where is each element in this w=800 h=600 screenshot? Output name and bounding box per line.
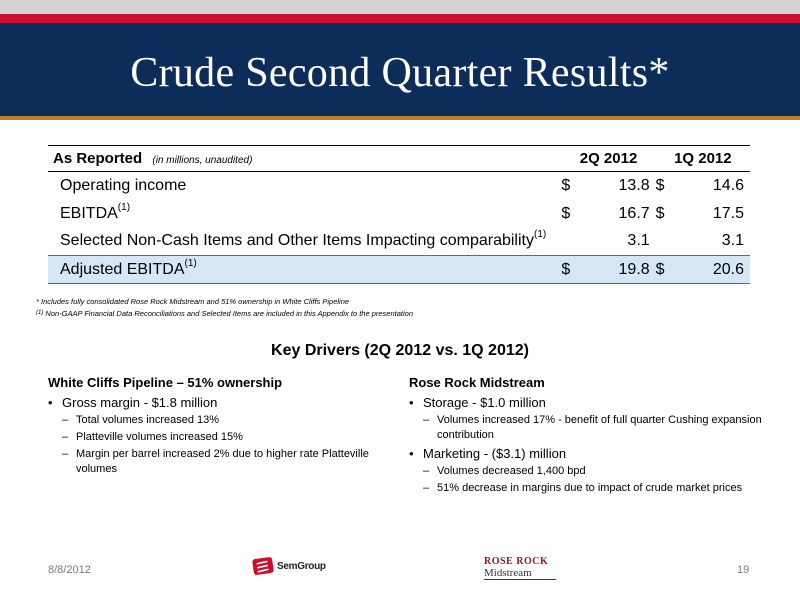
list-item-text: Platteville volumes increased 15% (76, 431, 243, 443)
top-gray-stripe (0, 0, 800, 14)
table-header-units: (in millions, unaudited) (152, 155, 253, 166)
bullet-icon: • (48, 395, 53, 410)
dash-icon: – (423, 414, 430, 426)
bullet-text: Storage - $1.0 million (423, 395, 546, 410)
footnote-2-text: Non-GAAP Financial Data Reconciliations and Selected Items are included in this Appendix to the presentation (43, 309, 413, 318)
title-rule (0, 116, 800, 120)
table-header-row (48, 146, 750, 172)
bullet-text: Marketing - ($3.1) million (423, 446, 567, 461)
bullet-item (409, 445, 769, 462)
key-drivers-title: Key Drivers (2Q 2012 vs. 1Q 2012) (271, 342, 529, 359)
title-band (0, 23, 800, 116)
top-red-stripe (0, 14, 800, 23)
rose-rock-wordmark-top: ROSE ROCK (484, 556, 549, 567)
row-label-selected-items (48, 228, 561, 256)
list-item (62, 413, 378, 428)
currency-symbol: $ (561, 204, 571, 222)
column-header-1q: 1Q 2012 (656, 146, 750, 172)
list-item-text: Volumes increased 17% - benefit of full quarter Cushing expansion contribution (437, 414, 762, 441)
bullet-text: Gross margin - $1.8 million (62, 395, 218, 410)
footer-date: 8/8/2012 (48, 564, 91, 576)
dash-icon: – (62, 448, 69, 460)
column-header-2q: 2Q 2012 (561, 146, 655, 172)
dash-icon: – (62, 414, 69, 426)
currency-symbol: $ (561, 256, 592, 284)
list-item-text: Volumes decreased 1,400 bpd (437, 465, 586, 477)
bullet-item (48, 394, 378, 411)
white-cliffs-column (48, 374, 378, 479)
list-item (423, 464, 769, 479)
footnote-2 (36, 308, 556, 320)
currency-symbol: $ (655, 176, 665, 194)
dash-icon: – (423, 465, 430, 477)
bullet-item (409, 394, 769, 411)
list-item (62, 447, 378, 477)
footnote-marker: (1) (533, 229, 547, 241)
footnote-marker: (1) (117, 201, 131, 213)
bullet-icon: • (409, 446, 414, 461)
semgroup-logo (252, 555, 326, 577)
row-label-ebitda (48, 200, 561, 228)
value-1q: 3.1 (721, 232, 744, 250)
sub-list (423, 464, 769, 496)
currency-symbol (561, 228, 592, 256)
table-header-label: As Reported (53, 150, 143, 167)
value-2q: 13.8 (618, 176, 650, 194)
dash-icon: – (423, 482, 430, 494)
list-item (423, 481, 769, 496)
sub-list (62, 413, 378, 477)
table-header-label-cell (48, 146, 561, 172)
slide-title: Crude Second Quarter Results* (130, 49, 670, 96)
table-row-adjusted-ebitda (48, 256, 750, 284)
currency-symbol (656, 228, 687, 256)
list-item (62, 430, 378, 445)
rose-rock-logo (484, 557, 556, 580)
list-item-text: Margin per barrel increased 2% due to higher rate Platteville volumes (76, 448, 369, 475)
value-2q: 3.1 (627, 232, 650, 250)
table-row (48, 200, 750, 228)
value-1q: 14.6 (712, 176, 744, 194)
table-row (48, 228, 750, 256)
rose-rock-column (409, 374, 769, 498)
value-2q: 19.8 (593, 256, 656, 284)
row-label-text: Operating income (60, 176, 187, 194)
footnote-1: * Includes fully consolidated Rose Rock Midstream and 51% ownership in White Cliffs Pipeline (36, 297, 350, 306)
row-label-text: Adjusted EBITDA (60, 260, 185, 278)
page-number: 19 (737, 564, 750, 576)
currency-symbol: $ (655, 204, 665, 222)
list-item (423, 413, 769, 443)
footnote-marker: (1) (184, 257, 197, 269)
sub-list (423, 413, 769, 443)
table-row (48, 172, 750, 200)
value-2q: 16.7 (618, 204, 650, 222)
footnotes (36, 296, 556, 320)
row-label-operating-income (48, 172, 561, 200)
row-label-adjusted-ebitda (48, 256, 561, 284)
rose-rock-wordmark-bottom: Midstream (484, 567, 556, 580)
bullet-icon: • (409, 395, 414, 410)
dash-icon: – (62, 431, 69, 443)
list-item-text: 51% decrease in margins due to impact of crude market prices (437, 482, 743, 494)
value-1q: 17.5 (712, 204, 744, 222)
list-item-text: Total volumes increased 13% (76, 414, 220, 426)
semgroup-wordmark: SemGroup (277, 560, 326, 572)
row-label-text: EBITDA (60, 204, 118, 222)
rose-rock-heading: Rose Rock Midstream (409, 375, 545, 390)
white-cliffs-heading: White Cliffs Pipeline – 51% ownership (48, 375, 283, 390)
value-1q: 20.6 (687, 256, 750, 284)
currency-symbol: $ (656, 256, 687, 284)
results-table (48, 145, 750, 284)
semgroup-mark-icon (252, 555, 274, 577)
footnote-marker: (1) (36, 310, 44, 316)
row-label-text: Selected Non-Cash Items and Other Items Impacting comparability (60, 232, 534, 250)
currency-symbol: $ (561, 176, 571, 194)
